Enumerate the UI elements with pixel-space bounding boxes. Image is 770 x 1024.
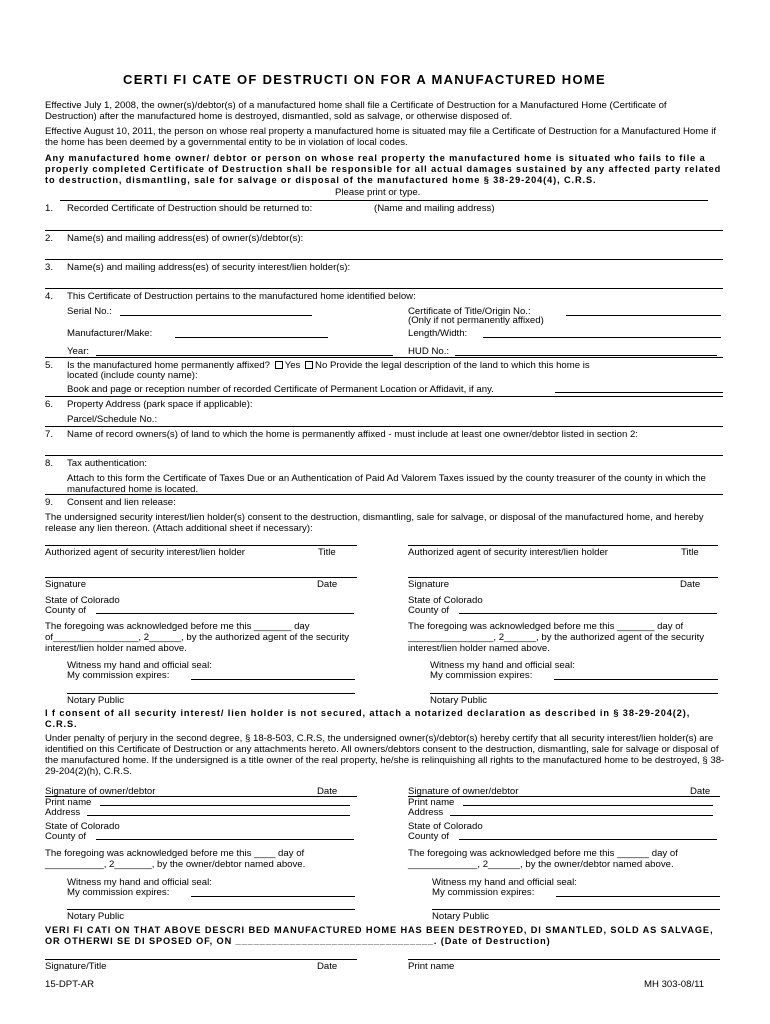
- lien-county-left: County of: [45, 605, 87, 616]
- item-1-sub: (Name and mailing address): [374, 203, 495, 214]
- book-page-field[interactable]: [555, 392, 723, 393]
- no-checkbox[interactable]: [305, 361, 313, 369]
- verification-statement: VERI FI CATI ON THAT ABOVE DESCRI BED MANUFACTURED HOME HAS BEEN DESTROYED, DI SMANTLED, SOLD AS SALVAGE, OR OTHERWI SE DI SPOSED OF, ON _________________________________. (Date of Destruction): [45, 925, 714, 946]
- lien-agent-label-right: Authorized agent of security interest/lien holder: [408, 547, 608, 558]
- owner-date-label-right: Date: [690, 786, 711, 797]
- consent-warning: I f consent of all security interest/ lien holder is not secured, attach a notarized declaration as described in § 38-29-204(2), C.R.S.: [45, 708, 691, 729]
- owner-commission-left: My commission expires:: [67, 887, 170, 898]
- lien-signature-line-right[interactable]: [408, 577, 718, 578]
- owner-print-name-field-right[interactable]: [463, 805, 713, 806]
- item-2-line: [45, 230, 723, 231]
- lien-date-label-right: Date: [680, 579, 701, 590]
- owner-address-right: Address: [408, 807, 444, 818]
- item-9-line: [45, 494, 723, 495]
- owner-notary-left: Notary Public: [67, 911, 125, 922]
- item-3-label[interactable]: Name(s) and mailing address(es) of security interest/lien holder(s):: [67, 262, 351, 273]
- size-label: Length/Width:: [408, 328, 468, 339]
- final-sig-label: Signature/Title: [45, 961, 107, 972]
- lien-notary-line-left[interactable]: [67, 693, 355, 694]
- lien-county-right: County of: [408, 605, 450, 616]
- owner-notary-line-left[interactable]: [67, 909, 355, 910]
- lien-state-left: State of Colorado: [45, 595, 120, 606]
- lien-signature-label-right: Signature: [408, 579, 450, 590]
- item-4-label: This Certificate of Destruction pertains to the manufactured home identified below:: [67, 291, 416, 302]
- owner-address-field-right[interactable]: [450, 815, 713, 816]
- owner-state-left: State of Colorado: [45, 821, 120, 832]
- legal-desc-label-2: located (include county name):: [67, 370, 198, 381]
- final-print-line[interactable]: [408, 959, 720, 960]
- owner-witness-right: Witness my hand and official seal:: [432, 877, 577, 888]
- lien-ack-left: The foregoing was acknowledged before me this _______ day of________________, 2______, by the authorized agent of the security interest/lien holder named above.: [45, 621, 350, 654]
- property-address-label[interactable]: Property Address (park space if applicable):: [67, 399, 253, 410]
- item-5-number: 5.: [45, 360, 54, 371]
- owner-commission-field-right[interactable]: [556, 896, 720, 897]
- item-9-text: The undersigned security interest/lien holder(s) consent to the destruction, dismantling, sale for salvage, or disposal of the manufactured home, and hereby release any lien thereon. (Attach additional sheet if necessary):: [45, 512, 704, 534]
- owner-print-name-left: Print name: [45, 797, 92, 808]
- lien-ack-right: The foregoing was acknowledged before me this _______ day of ________________, 2______, by the authorized agent of the security interest/lien holder named above.: [408, 621, 705, 654]
- yes-label: Yes: [284, 360, 301, 371]
- item-2-label[interactable]: Name(s) and mailing address(es) of owner(s)/debtor(s):: [67, 233, 304, 244]
- page-title: CERTI FI CATE OF DESTRUCTI ON FOR A MANUFACTURED HOME: [123, 72, 606, 87]
- legal-desc-label: Provide the legal description of the land to which this home is: [329, 360, 590, 371]
- item-8-number: 8.: [45, 458, 54, 469]
- item-5-line: [45, 357, 723, 358]
- item-8-label: Tax authentication:: [67, 458, 148, 469]
- item-7-number: 7.: [45, 429, 54, 440]
- make-label: Manufacturer/Make:: [67, 328, 153, 339]
- serial-field[interactable]: [120, 315, 312, 316]
- item-4-line: [45, 288, 723, 289]
- item-7-label[interactable]: Name of record owners(s) of land to which the home is permanently affixed - must include at least one owner/debtor listed in section 2:: [67, 429, 638, 440]
- lien-title-label-left: Title: [318, 547, 336, 558]
- lien-notary-line-right[interactable]: [430, 693, 718, 694]
- item-2-number: 2.: [45, 233, 54, 244]
- item-3-line: [45, 259, 723, 260]
- size-field[interactable]: [483, 337, 721, 338]
- lien-notary-right: Notary Public: [430, 695, 488, 706]
- item-9-label: Consent and lien release:: [67, 497, 176, 508]
- owner-sig-line-left[interactable]: [45, 796, 357, 797]
- lien-agent-line-left[interactable]: [45, 545, 357, 546]
- owner-state-right: State of Colorado: [408, 821, 483, 832]
- year-field[interactable]: [96, 355, 393, 356]
- lien-commission-left: My commission expires:: [67, 670, 170, 681]
- owner-print-name-right: Print name: [408, 797, 455, 808]
- warning-paragraph: Any manufactured home owner/ debtor or person on whose real property the manufactured home is situated who fails to file a properly completed Certificate of Destruction shall be responsible for all actual damages sustained by any affected party related to destruction, dismantling, sale for salvage or disposal of the manufactured home § 38-29-204(4), C.R.S.: [45, 153, 722, 185]
- footer-form-number: MH 303-08/11: [644, 979, 705, 990]
- owner-ack-right: The foregoing was acknowledged before me this ______ day of _____________, 2______, by the owner/debtor named above.: [408, 848, 678, 870]
- book-page-label: Book and page or reception number of recorded Certificate of Permanent Location or Affidavit, if any.: [67, 384, 494, 395]
- item-6-line: [45, 396, 723, 397]
- final-print-label: Print name: [408, 961, 455, 972]
- intro-paragraph-2: Effective August 10, 2011, the person on whose real property a manufactured home is situated may file a Certificate of Destruction for a Manufactured Home if the home has been deemed by a governmental entity to be in violation of local codes.: [45, 126, 717, 148]
- item-9-number: 9.: [45, 497, 54, 508]
- parcel-label[interactable]: Parcel/Schedule No.:: [67, 414, 158, 425]
- lien-title-label-right: Title: [681, 547, 699, 558]
- item-1-number: 1.: [45, 203, 54, 214]
- item-3-number: 3.: [45, 262, 54, 273]
- owner-commission-right: My commission expires:: [432, 887, 535, 898]
- item-4-number: 4.: [45, 291, 54, 302]
- title-no-label: Certificate of Title/Origin No.:: [408, 306, 531, 317]
- owner-notary-right: Notary Public: [432, 911, 490, 922]
- owner-address-left: Address: [45, 807, 81, 818]
- owner-county-field-left[interactable]: [96, 839, 354, 840]
- owner-notary-line-right[interactable]: [432, 909, 720, 910]
- lien-commission-field-right[interactable]: [554, 679, 718, 680]
- item-7-line: [45, 426, 723, 427]
- affixed-label: Is the manufactured home permanently affixed?: [67, 360, 271, 371]
- owner-print-name-field-left[interactable]: [100, 805, 350, 806]
- lien-commission-right: My commission expires:: [430, 670, 533, 681]
- lien-witness-left: Witness my hand and official seal:: [67, 660, 212, 671]
- no-label: No: [315, 360, 328, 371]
- title-no-field[interactable]: [566, 315, 721, 316]
- owner-ack-left: The foregoing was acknowledged before me this ____ day of ___________, 2_______, by the owner/debtor named above.: [45, 848, 306, 870]
- owner-date-label-left: Date: [317, 786, 338, 797]
- make-field[interactable]: [175, 337, 328, 338]
- lien-notary-left: Notary Public: [67, 695, 125, 706]
- lien-witness-right: Witness my hand and official seal:: [430, 660, 575, 671]
- year-label: Year:: [67, 346, 90, 357]
- owner-county-left: County of: [45, 831, 87, 842]
- owner-commission-field-left[interactable]: [191, 896, 355, 897]
- owner-county-field-right[interactable]: [459, 839, 717, 840]
- lien-agent-line-right[interactable]: [408, 545, 718, 546]
- lien-signature-label-left: Signature: [45, 579, 87, 590]
- print-note: Please print or type.: [335, 187, 421, 198]
- lien-date-label-left: Date: [317, 579, 338, 590]
- owner-sig-label-right: Signature of owner/debtor: [408, 786, 519, 797]
- owner-witness-left: Witness my hand and official seal:: [67, 877, 212, 888]
- footer-form-id: 15-DPT-AR: [45, 979, 95, 990]
- owner-sig-label-left: Signature of owner/debtor: [45, 786, 156, 797]
- lien-agent-label-left: Authorized agent of security interest/lien holder: [45, 547, 245, 558]
- lien-county-field-left[interactable]: [96, 613, 354, 614]
- owner-address-field-left[interactable]: [87, 815, 350, 816]
- lien-state-right: State of Colorado: [408, 595, 483, 606]
- lien-county-field-right[interactable]: [459, 613, 717, 614]
- lien-commission-field-left[interactable]: [191, 679, 355, 680]
- yes-checkbox[interactable]: [275, 361, 283, 369]
- perjury-statement: Under penalty of perjury in the second degree, § 18-8-503, C.R.S, the undersigned owner(s)/debtor(s) hereby certify that all security interest/lien holder(s) are identified on this Certificate of Destruction or any attachments hereto. All owners/debtors consent to the destruction, dismantling, sale for salvage or disposal of the manufactured home. If the undersigned is a title owner of the real property, he/she is relinquishing all rights to the manufactured home to be destroyed, § 38-29-204(2)(h), C.R.S.: [45, 733, 725, 777]
- serial-label: Serial No.:: [67, 306, 112, 317]
- item-1-label: Recorded Certificate of Destruction should be returned to:: [67, 203, 313, 214]
- owner-county-right: County of: [408, 831, 450, 842]
- title-note: (Only if not permanently affixed): [408, 315, 544, 326]
- item-8-text: Attach to this form the Certificate of Taxes Due or an Authentication of Paid Ad Valorem Taxes issued by the county treasurer of the county in which the manufactured home is located.: [67, 473, 706, 495]
- intro-paragraph-1: Effective July 1, 2008, the owner(s)/debtor(s) of a manufactured home shall file a Certificate of Destruction for a Manufactured Home (Certificate of Destruction) after the manufactured home is destroyed, dismantled, sold as salvage, or otherwise disposed of.: [45, 100, 667, 122]
- final-sig-line[interactable]: [45, 959, 357, 960]
- item-8-line: [45, 455, 723, 456]
- owner-sig-line-right[interactable]: [408, 796, 720, 797]
- hud-field[interactable]: [455, 355, 717, 356]
- final-date-label: Date: [317, 961, 338, 972]
- item-6-number: 6.: [45, 399, 54, 410]
- lien-signature-line-left[interactable]: [45, 577, 357, 578]
- hud-label: HUD No.:: [408, 346, 450, 357]
- item-1-line: [60, 200, 708, 201]
